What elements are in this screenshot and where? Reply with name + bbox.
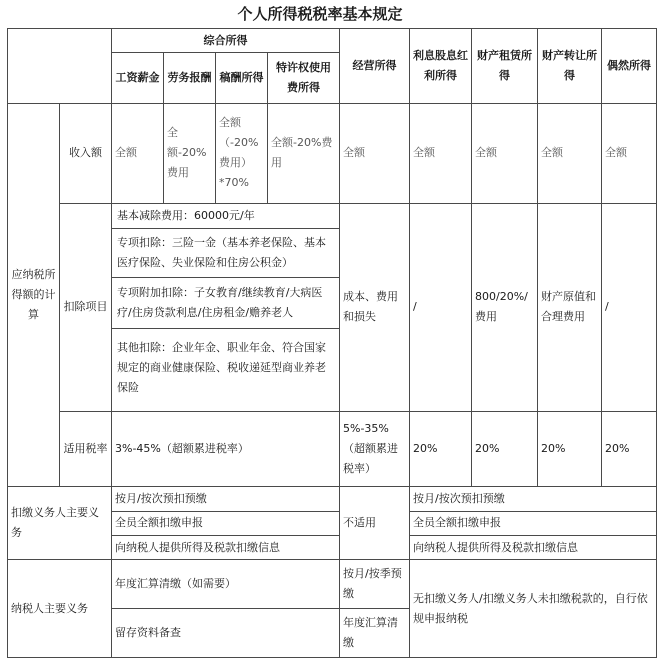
page-title: 个人所得税税率基本规定 — [237, 5, 403, 23]
rate-label: 适用税率 — [60, 412, 112, 487]
header-royalty-writing: 稿酬所得 — [216, 53, 268, 104]
rate-transfer: 20% — [538, 412, 602, 487]
deduction-list-cell — [112, 203, 340, 411]
income-lease: 全额 — [472, 104, 538, 204]
deduction-label: 扣除项目 — [60, 203, 112, 411]
deduction-item: 专项扣除：三险一金（基本养老保险、基本医疗保险、失业保险和住房公积金） — [112, 229, 339, 278]
taxpayer-business-item: 按月/按季预缴 — [340, 560, 410, 609]
income-labor: 全额-20%费用 — [164, 104, 216, 204]
rate-comprehensive: 3%-45%（超额累进税率） — [112, 412, 340, 487]
taxpayer-label: 纳税人主要义务 — [8, 560, 112, 658]
income-business: 全额 — [340, 104, 410, 204]
deduction-business: 成本、费用和损失 — [340, 203, 410, 411]
withholding-right-item: 向纳税人提供所得及税款扣缴信息 — [410, 535, 657, 559]
header-interest: 利息股息红利所得 — [410, 29, 472, 104]
withholding-label: 扣缴义务人主要义务 — [8, 487, 112, 560]
taxpayer-item: 年度汇算清缴（如需要） — [112, 560, 340, 609]
income-label: 收入额 — [60, 104, 112, 204]
withholding-right-item: 按月/按次预扣预缴 — [410, 487, 657, 511]
withholding-business: 不适用 — [340, 487, 410, 560]
deduction-lease: 800/20%/费用 — [472, 203, 538, 411]
rate-incidental: 20% — [602, 412, 657, 487]
deduction-interest: / — [410, 203, 472, 411]
deduction-incidental: / — [602, 203, 657, 411]
header-salary: 工资薪金 — [112, 53, 164, 104]
income-royalty-patent: 全额-20%费用 — [268, 104, 340, 204]
income-transfer: 全额 — [538, 104, 602, 204]
header-transfer: 财产转让所得 — [538, 29, 602, 104]
tax-rate-table — [7, 28, 657, 658]
income-incidental: 全额 — [602, 104, 657, 204]
deduction-item: 基本减除费用：60000元/年 — [112, 204, 339, 229]
header-comprehensive: 综合所得 — [112, 29, 340, 53]
deduction-item: 专项附加扣除：子女教育/继续教育/大病医疗/住房贷款利息/住房租金/赡养老人 — [112, 278, 339, 329]
calc-section-label: 应纳税所得额的计算 — [8, 104, 60, 487]
taxpayer-right-text: 无扣缴义务人/扣缴义务人未扣缴税款的，自行依规申报纳税 — [410, 560, 657, 658]
withholding-right-item: 全员全额扣缴申报 — [410, 511, 657, 535]
taxpayer-item: 留存资料备查 — [112, 609, 340, 658]
deduction-transfer: 财产原值和合理费用 — [538, 203, 602, 411]
rate-interest: 20% — [410, 412, 472, 487]
header-business: 经营所得 — [340, 29, 410, 104]
deduction-item: 其他扣除：企业年金、职业年金、符合国家规定的商业健康保险、税收递延型商业养老保险 — [117, 341, 326, 395]
rate-lease: 20% — [472, 412, 538, 487]
withholding-item: 按月/按次预扣预缴 — [112, 487, 340, 511]
rate-business: 5%-35%（超额累进税率） — [340, 412, 410, 487]
header-lease: 财产租赁所得 — [472, 29, 538, 104]
header-royalty-patent: 特许权使用费所得 — [268, 53, 340, 104]
withholding-item: 全员全额扣缴申报 — [112, 511, 340, 535]
income-salary: 全额 — [112, 104, 164, 204]
taxpayer-business-item: 年度汇算清缴 — [340, 609, 410, 658]
withholding-item: 向纳税人提供所得及税款扣缴信息 — [112, 535, 340, 559]
header-labor: 劳务报酬 — [164, 53, 216, 104]
income-royalty-writing: 全额（-20%费用）*70% — [216, 104, 268, 204]
corner-cell — [8, 29, 112, 104]
income-interest: 全额 — [410, 104, 472, 204]
header-incidental: 偶然所得 — [602, 29, 657, 104]
